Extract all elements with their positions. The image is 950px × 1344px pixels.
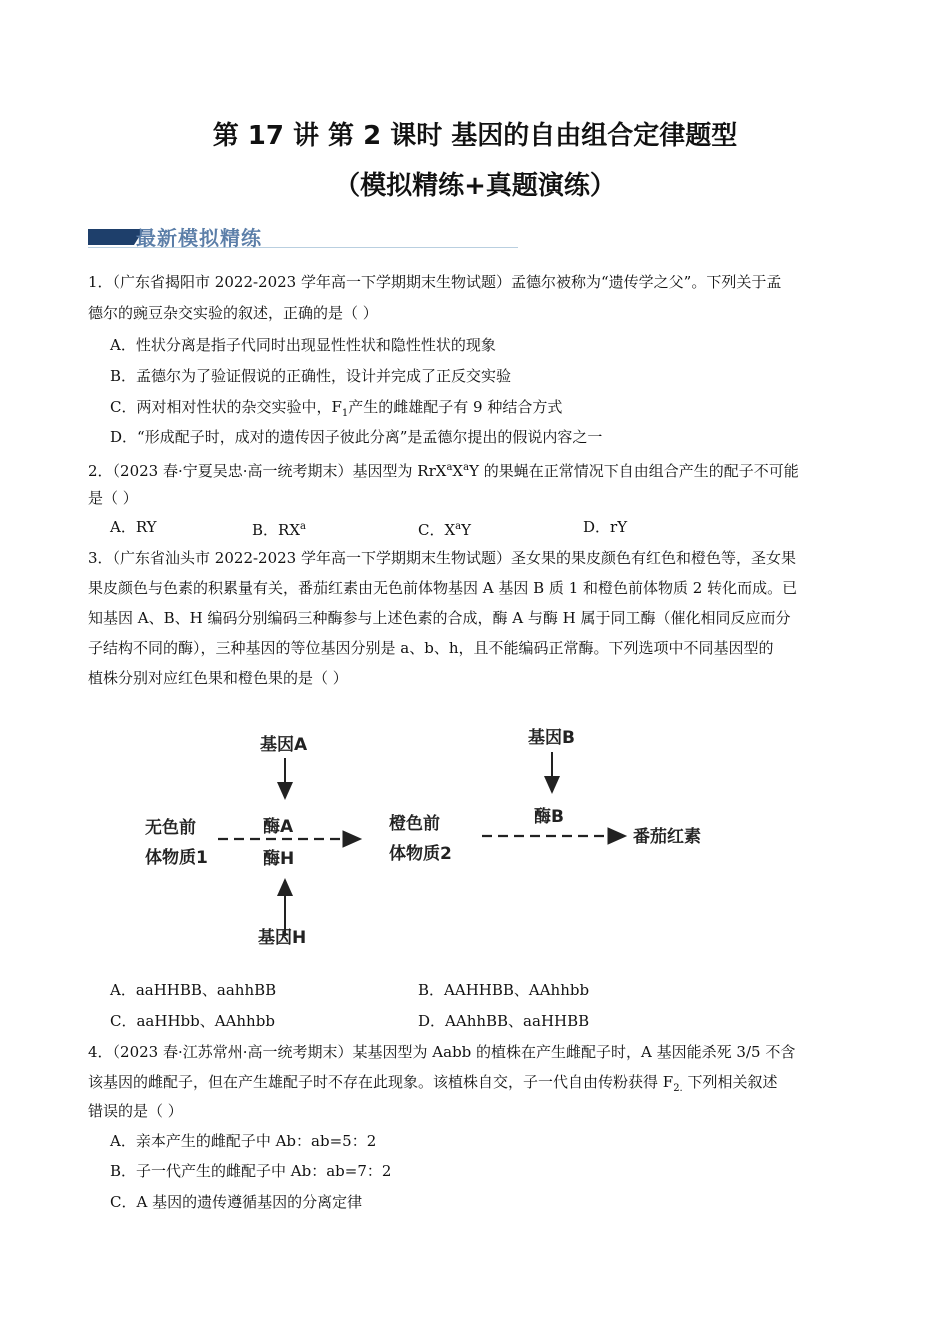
page-title: 第 17 讲 第 2 课时 基因的自由组合定律题型: [212, 121, 738, 151]
q4-option-b: B．子一代产生的雌配子中 Ab：ab=7：2: [110, 1162, 392, 1180]
precursor2-line1: 橙色前: [389, 814, 440, 834]
q3-stem-line1: 3．（广东省汕头市 2022-2023 学年高一下学期期末生物试题）圣女果的果皮颜色有红色和橙色等，圣女果: [88, 549, 796, 567]
q4-stem-line1: 4．（2023 春·江苏常州·高一统考期末）某基因型为 Aabb 的植株在产生雌配子时，A 基因能杀死 3/5 不含: [88, 1043, 796, 1061]
section-marker-icon: [88, 229, 134, 245]
q1-stem-line2: 德尔的豌豆杂交实验的叙述，正确的是（ ）: [88, 304, 378, 322]
q4-option-a: A．亲本产生的雌配子中 Ab：ab=5：2: [110, 1132, 377, 1150]
page-subtitle: （模拟精练+真题演练）: [334, 171, 616, 201]
q2-option-c: C．$X^aY$: [418, 521, 472, 539]
precursor2-line2: 体物质2: [389, 844, 452, 864]
q3-stem-line2: 果皮颜色与色素的积累量有关，番茄红素由无色前体物基因 A 基因 B 质 1 和橙色前体物质 2 转化而成。已: [88, 579, 798, 597]
q4-option-c: C．A 基因的遗传遵循基因的分离定律: [110, 1193, 363, 1211]
q2-option-b: B．$RX^a$: [252, 521, 306, 539]
q2-stem-line1: 2．（2023 春·宁夏吴忠·高一统考期末）基因型为 $RrX^aX^aY$ 的果蝇在正常情况下自由组合产生的配子不可能: [88, 462, 799, 480]
q3-stem-line4: 子结构不同的酶），三种基因的等位基因分别是 a、b、h，且不能编码正常酶。下列选项中不同基因型的: [88, 639, 774, 657]
precursor1-line2: 体物质1: [145, 848, 208, 868]
q1-option-d: D．“形成配子时，成对的遗传因子彼此分离”是孟德尔提出的假说内容之一: [110, 428, 603, 446]
q2-option-a: A．RY: [110, 518, 157, 536]
enzyme-a-label: 酶A: [263, 817, 294, 837]
pathway-diagram: [130, 716, 750, 956]
gene-a-label: 基因A: [260, 735, 308, 755]
q3-option-a: A．aaHHBB、aahhBB: [110, 981, 277, 999]
q1-stem-line1: 1．（广东省揭阳市 2022-2023 学年高一下学期期末生物试题）孟德尔被称为“遗传学之父”。下列关于孟: [88, 273, 782, 291]
q4-stem-line3: 错误的是（ ）: [88, 1102, 183, 1120]
q4-stem-line2: 该基因的雌配子，但在产生雄配子时不存在此现象。该植株自交，子一代自由传粉获得 $F_{2.}$ 下列相关叙述: [88, 1073, 778, 1094]
q3-stem-line5: 植株分别对应红色果和橙色果的是（ ）: [88, 669, 348, 687]
q1-option-a: A．性状分离是指子代同时出现显性性状和隐性性状的现象: [110, 336, 496, 354]
section-label: 最新模拟精练: [136, 226, 262, 250]
q2-stem-line2: 是（ ）: [88, 489, 138, 507]
gene-b-label: 基因B: [528, 728, 575, 748]
q3-stem-line3: 知基因 A、B、H 编码分别编码三种酶参与上述色素的合成，酶 A 与酶 H 属于同工酶（催化相同反应而分: [88, 609, 791, 627]
product-label: 番茄红素: [633, 827, 701, 847]
q1-option-c: C．两对相对性状的杂交实验中，$F_1$产生的雌雄配子有 9 种结合方式: [110, 398, 563, 419]
q3-option-b: B．AAHHBB、AAhhbb: [418, 981, 590, 999]
q2-option-d: D．rY: [583, 518, 628, 536]
q3-option-c: C．aaHHbb、AAhhbb: [110, 1012, 275, 1030]
q1-option-b: B．孟德尔为了验证假说的正确性，设计并完成了正反交实验: [110, 367, 512, 385]
precursor1-line1: 无色前: [145, 818, 196, 838]
enzyme-h-label: 酶H: [263, 849, 295, 869]
gene-h-label: 基因H: [258, 928, 307, 948]
enzyme-b-label: 酶B: [534, 807, 564, 827]
section-header: [88, 222, 518, 250]
q3-option-d: D．AAhhBB、aaHHBB: [418, 1012, 590, 1030]
